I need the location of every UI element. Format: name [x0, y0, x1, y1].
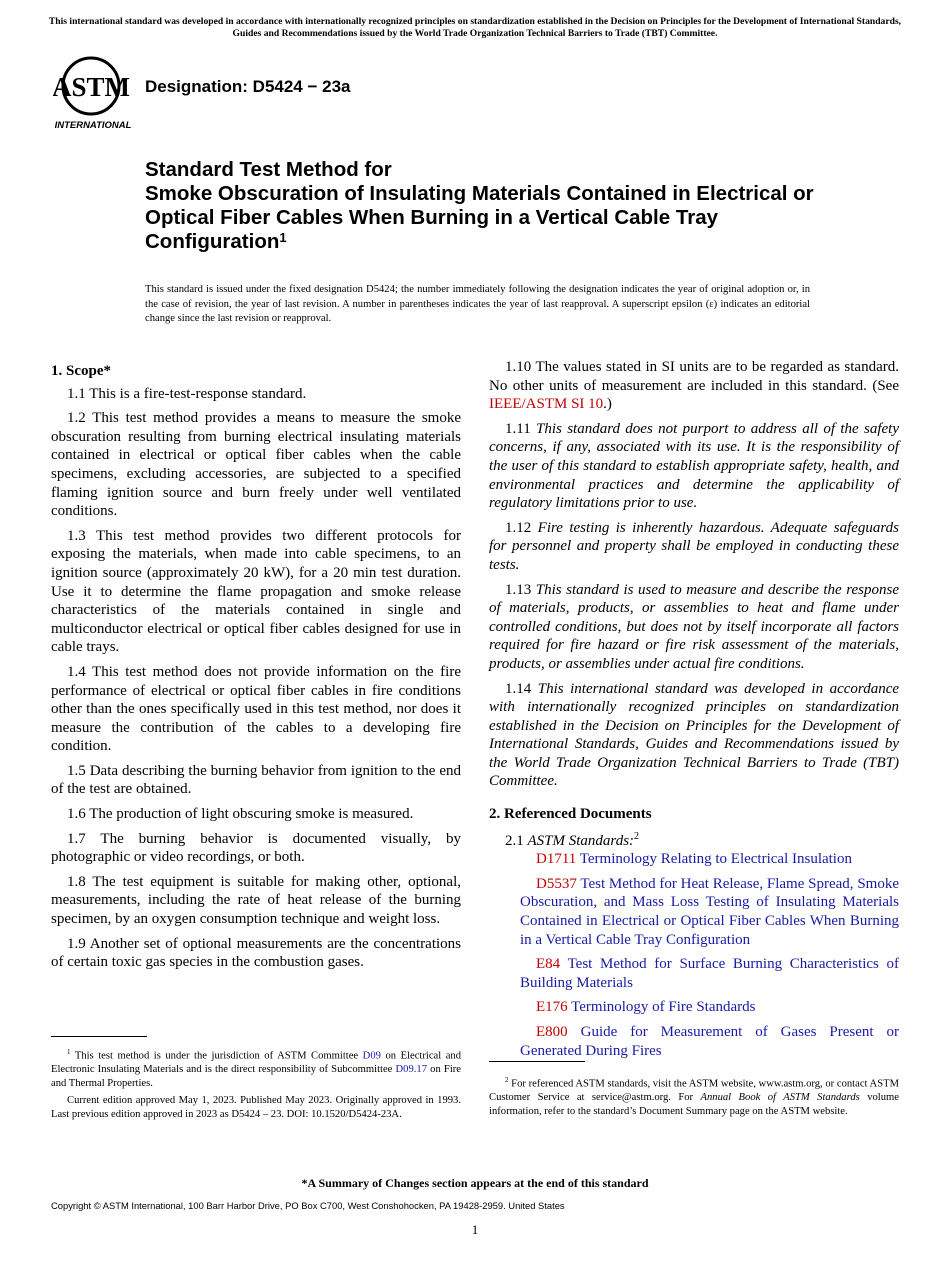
- title-line2: Smoke Obscuration of Insulating Materials Contained in Electrical or Optical Fiber Cables When Burning in a Vertical Cable Tray Configuration: [145, 182, 814, 253]
- reference-code-link[interactable]: D1711: [536, 851, 577, 868]
- reference-item: [489, 875, 899, 949]
- reference-list: [489, 850, 899, 1060]
- reference-title-link[interactable]: Terminology Relating to Electrical Insulation: [579, 851, 852, 868]
- page-number: 1: [471, 1222, 479, 1237]
- astm-standards-num: 2.1: [505, 832, 528, 849]
- para-1-11: [489, 420, 899, 513]
- top-notice: This international standard was developed in accordance with internationally recognized principles on standardization established in the Decision on Principles for the Development of International Standards, Guides and Recommendations issued by the World Trade Organization Technical Barriers to Trade (TBT) Committee.: [48, 16, 902, 39]
- title-footnote-mark: 1: [279, 230, 287, 245]
- reference-title-link[interactable]: Terminology of Fire Standards: [571, 999, 756, 1016]
- para-1-11-text: This standard does not purport to address all of the safety concerns, if any, associated with its use. It is the responsibility of the user of this standard to establish appropriate safety, health, and environmental practices and determine the applicability of regulatory limitations prior to use.: [489, 420, 900, 512]
- footnote-1-b: on Electrical and Electronic Insulating Materials and is the direct responsibility of Subcommittee: [51, 1050, 461, 1076]
- title-line1: Standard Test Method for: [145, 158, 392, 181]
- para-1-10-text: 1.10 The values stated in SI units are to be regarded as standard. No other units of measurement are included in this standard. (See: [489, 359, 899, 394]
- para-1-3: 1.3 This test method provides two different protocols for exposing the materials, when made into cable specimens, to an ignition source (approximately 20 kW), for a 20 min test duration. Use it to determine the flame propagation and smoke release characteristics of the materials contained in single and multiconductor electrical or optical fiber cables designed for use in cable trays.: [51, 527, 461, 656]
- para-1-11-num: 1.11: [505, 420, 537, 437]
- astm-standards-text: ASTM Standards:: [527, 832, 635, 849]
- footnote-rule-left: [51, 1036, 147, 1037]
- page-title: [145, 158, 865, 254]
- reference-code-link[interactable]: D5537: [536, 875, 577, 892]
- footnote-1-a: This test method is under the jurisdiction of ASTM Committee: [70, 1050, 363, 1062]
- para-1-7: 1.7 The burning behavior is documented visually, by photographic or video recordings, or both.: [51, 830, 461, 866]
- astm-logo: [53, 56, 135, 132]
- astm-standards-label: [489, 828, 899, 851]
- ieee-si10-link[interactable]: IEEE/ASTM SI 10: [489, 396, 604, 413]
- para-1-5: 1.5 Data describing the burning behavior from ignition to the end of the test are obtained.: [51, 762, 461, 798]
- footnote-2-text: [489, 1074, 899, 1119]
- issued-note: This standard is issued under the fixed designation D5424; the number immediately following the designation indicates the year of original adoption or, in the case of revision, the year of last revision. A number in parentheses indicates the year of last reapproval. A superscript epsilon (ε) indicates an editorial change since the last revision or reapproval.: [145, 284, 810, 324]
- footnote-1-c: on Fire and Thermal Properties.: [51, 1064, 461, 1090]
- para-1-14-text: This international standard was developed in accordance with internationally recognized principles on standardization established in the Decision on Principles for the Development of International Standards, Guides and Recommendations issued by the World Trade Organization Technical Barriers to Trade (TBT) Committee.: [489, 680, 900, 790]
- footnote-2-a: For referenced ASTM standards, visit the ASTM website, www.astm.org, or contact ASTM Customer Service at service@astm.org. For: [489, 1078, 899, 1104]
- para-1-10: [489, 358, 899, 414]
- para-1-13-num: 1.13: [505, 581, 536, 598]
- para-1-14: [489, 680, 899, 792]
- footnote-1-mark: 1: [67, 1048, 71, 1056]
- reference-item: [489, 955, 899, 992]
- references-heading: 2. Referenced Documents: [489, 806, 652, 823]
- para-1-13-text: This standard is used to measure and describe the response of materials, products, or assemblies to heat and flame under controlled conditions, but does not by itself incorporate all factors required for fire hazard or fire risk assessment of the materials, products, or assemblies under actual fire conditions.: [489, 581, 899, 672]
- footnote-2-italic: Annual Book of ASTM Standards: [700, 1092, 860, 1104]
- footnote-2-b: volume information, refer to the standard’s Document Summary page on the ASTM website.: [489, 1092, 899, 1118]
- footnote-2: [489, 1074, 899, 1122]
- para-1-1: 1.1 This is a fire-test-response standard.: [67, 385, 307, 402]
- footnote-2-mark: 2: [505, 1076, 509, 1084]
- copyright: Copyright © ASTM International, 100 Barr Harbor Drive, PO Box C700, West Conshohocken, PA 19428-2959. United States: [51, 1200, 565, 1211]
- scope-heading: 1. Scope*: [51, 363, 111, 379]
- para-1-13: [489, 581, 899, 674]
- astm-standards-mark: 2: [634, 830, 640, 842]
- reference-code-link[interactable]: E84: [536, 956, 561, 973]
- reference-title-link[interactable]: Test Method for Heat Release, Flame Spread, Smoke Obscuration, and Mass Loss Testing of Insulating Materials Contained in Electrical or Optical Fiber Cables When Burning in a Vertical Cable Tray Configuration: [520, 875, 900, 948]
- para-1-12-text: Fire testing is inherently hazardous. Adequate safeguards for personnel and property shall be employed in conducting these tests.: [489, 519, 900, 573]
- para-1-12: [489, 519, 899, 575]
- footnote-rule-right: [489, 1061, 585, 1062]
- reference-item: [489, 998, 899, 1017]
- footnote-1: [51, 1046, 461, 1125]
- para-1-9: 1.9 Another set of optional measurements are the concentrations of certain toxic gas species in the combustion gases.: [51, 935, 461, 971]
- reference-code-link[interactable]: E800: [536, 1024, 568, 1040]
- footnote-1-edition: Current edition approved May 1, 2023. Published May 2023. Originally approved in 1993. Last previous edition approved in 2023 as D5424 – 23. DOI: 10.1520/D5424-23A.: [51, 1094, 461, 1120]
- right-column: [489, 358, 899, 1066]
- reference-code-link[interactable]: E176: [536, 999, 568, 1016]
- para-1-14-num: 1.14: [505, 680, 538, 697]
- logo-sub: INTERNATIONAL: [54, 120, 132, 131]
- committee-d09-link[interactable]: D09: [362, 1050, 381, 1062]
- left-column: [51, 358, 461, 978]
- para-1-6: 1.6 The production of light obscuring smoke is measured.: [67, 806, 414, 823]
- logo-text: ASTM: [53, 72, 131, 102]
- para-1-12-num: 1.12: [505, 519, 538, 536]
- summary-of-changes-note: *A Summary of Changes section appears at the end of this standard: [301, 1176, 649, 1190]
- para-1-8: 1.8 The test equipment is suitable for making other, optional, measurements, including the rate of heat release of the burning specimen, by an oxygen consumption technique and weight loss.: [51, 873, 461, 928]
- para-1-4: 1.4 This test method does not provide information on the fire performance of electrical or optical fiber cables in fire conditions other than the ones specifically used in this test method, nor does it measure the contribution of the cables to a developing fire condition.: [51, 663, 461, 755]
- astm-logo-icon: [53, 56, 135, 132]
- reference-item: [489, 1023, 899, 1060]
- reference-item: [489, 850, 899, 869]
- designation: Designation: D5424 − 23a: [145, 77, 351, 96]
- reference-title-link[interactable]: Guide for Measurement of Gases Present or Generated During Fires: [520, 1024, 899, 1059]
- para-1-10-end: .): [603, 396, 612, 413]
- reference-title-link[interactable]: Test Method for Surface Burning Characteristics of Building Materials: [520, 956, 900, 991]
- para-1-2: 1.2 This test method provides a means to measure the smoke obscuration resulting from burning electrical insulating materials contained in electrical or optical fiber cables when the cable specimens, excluding accessories, are subjected to a specified flaming ignition source and burn freely under well ventilated conditions.: [51, 410, 461, 520]
- footnote-1-text: [51, 1046, 461, 1091]
- subcommittee-d0917-link[interactable]: D09.17: [395, 1064, 428, 1076]
